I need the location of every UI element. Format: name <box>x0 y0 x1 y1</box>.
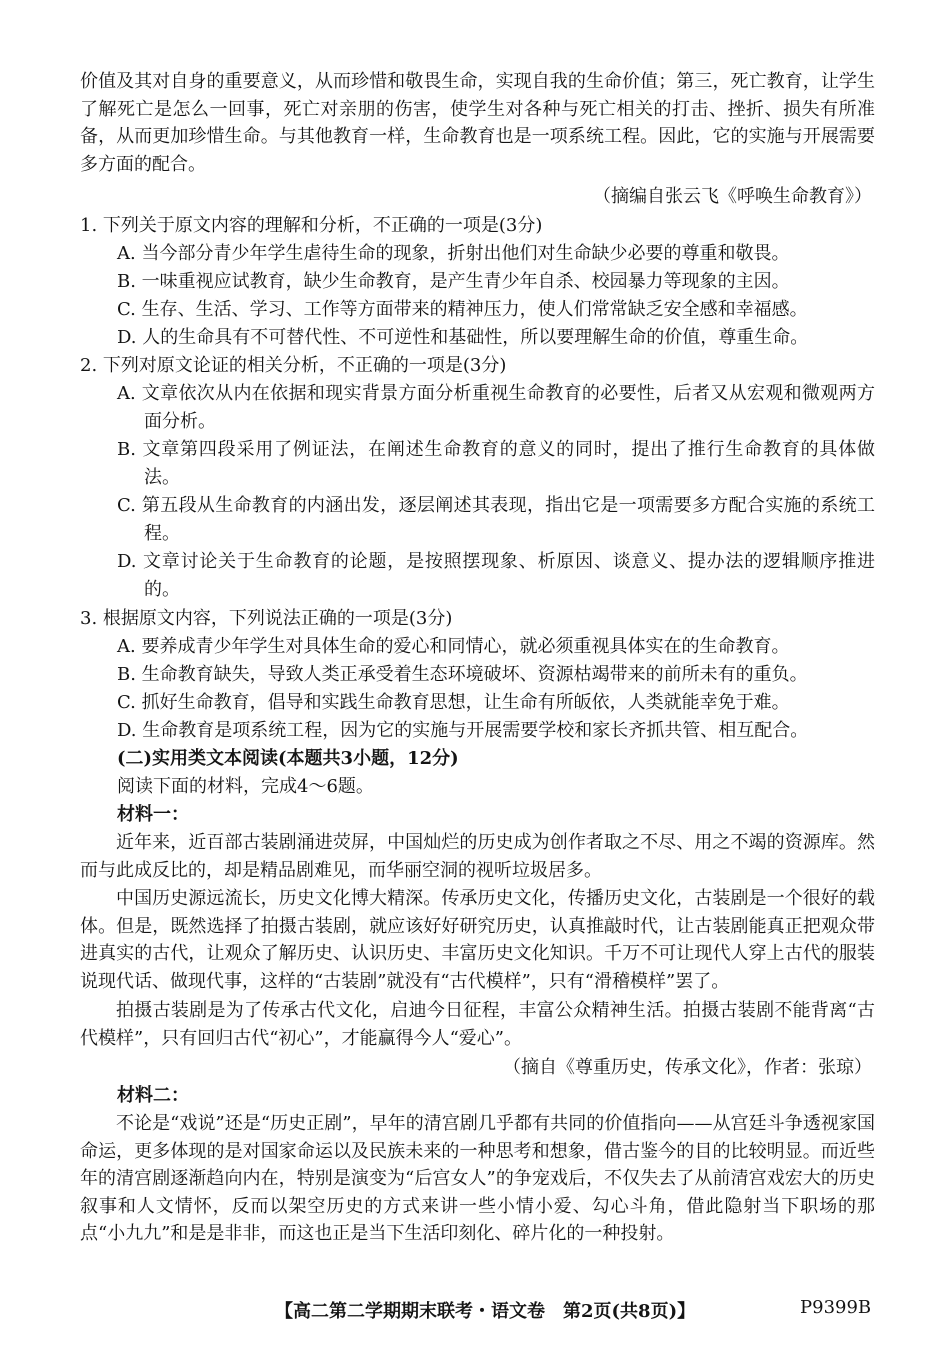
question-2-option-b: B. 文章第四段采用了例证法，在阐述生命教育的意义的同时，提出了推行生命教育的具体做法。 <box>117 439 875 488</box>
material-1-source: （摘自《尊重历史，传承文化》，作者：张琼） <box>503 1057 872 1078</box>
section-2-instruction: 阅读下面的材料，完成4～6题。 <box>117 776 374 797</box>
question-2-option-c: C. 第五段从生命教育的内涵出发，逐层阐述其表现，指出它是一项需要多方配合实施的系统工程。 <box>117 495 875 544</box>
question-3-option-d: D. 生命教育是项系统工程，因为它的实施与开展需要学校和家长齐抓共管、相互配合。 <box>117 720 809 741</box>
question-3-option-a: A. 要养成青少年学生对具体生命的爱心和同情心，就必须重视具体实在的生命教育。 <box>117 636 790 657</box>
material-2-para: 不论是“戏说”还是“历史正剧”，早年的清宫剧几乎都有共同的价值指向——从宫廷斗争透视家国命运，更多体现的是对国家命运以及民族未来的一种思考和想象，借古鉴今的目的比较明显。而近些年的清宫剧逐渐趋向内在，特别是演变为“后宫女人”的争宠戏后，不仅失去了从前清宫戏宏大的历史叙事和人文情怀，反而以架空历史的方式来讲一些小情小爱、勾心斗角，借此隐射当下职场的那点“小九九”和是是非非，而这也正是当下生活印刻化、碎片化的一种投射。 <box>80 1113 875 1244</box>
section-2-heading: (二)实用类文本阅读(本题共3小题，12分) <box>117 748 459 769</box>
question-2-option-a: A. 文章依次从内在依据和现实背景方面分析重视生命教育的必要性，后者又从宏观和微观两方面分析。 <box>117 383 875 432</box>
material-1-para-1: 近年来，近百部古装剧涌进荧屏，中国灿烂的历史成为创作者取之不尽、用之不竭的资源库。然而与此成反比的，却是精品剧难见，而华丽空洞的视听垃圾居多。 <box>80 832 875 881</box>
question-1-option-c: C. 生存、生活、学习、工作等方面带来的精神压力，使人们常常缺乏安全感和幸福感。 <box>117 299 808 320</box>
question-1-option-b: B. 一味重视应试教育，缺少生命教育，是产生青少年自杀、校园暴力等现象的主因。 <box>117 271 790 292</box>
footer-code: P9399B <box>800 1297 872 1318</box>
passage-source: （摘编自张云飞《呼唤生命教育》） <box>593 186 872 207</box>
question-3-option-c: C. 抓好生命教育，倡导和实践生命教育思想，让生命有所皈依，人类就能幸免于难。 <box>117 692 790 713</box>
question-1-option-a: A. 当今部分青少年学生虐待生命的现象，折射出他们对生命缺少必要的尊重和敬畏。 <box>117 243 790 264</box>
question-2-option-d: D. 文章讨论关于生命教育的论题，是按照摆现象、析原因、谈意义、提办法的逻辑顺序推进的。 <box>117 551 875 600</box>
question-3-stem: 3. 根据原文内容，下列说法正确的一项是(3分) <box>80 608 453 629</box>
question-3-option-b: B. 生命教育缺失，导致人类正承受着生态环境破坏、资源枯竭带来的前所未有的重负。 <box>117 664 808 685</box>
question-1-stem: 1. 下列关于原文内容的理解和分析，不正确的一项是(3分) <box>80 215 543 236</box>
material-1-para-2: 中国历史源远流长，历史文化博大精深。传承历史文化，传播历史文化，古装剧是一个很好的载体。但是，既然选择了拍摄古装剧，就应该好好研究历史，认真推敲时代，让古装剧能真正把观众带进真实的古代，让观众了解历史、认识历史、丰富历史文化知识。千万不可让现代人穿上古代的服装说现代话、做现代事，这样的“古装剧”就没有“古代模样”，只有“滑稽模样”罢了。 <box>80 888 875 992</box>
passage-tail: 价值及其对自身的重要意义，从而珍惜和敬畏生命，实现自我的生命价值；第三，死亡教育，让学生了解死亡是怎么一回事，死亡对亲朋的伤害，使学生对各种与死亡相关的打击、挫折、损失有所准备，从而更加珍惜生命。与其他教育一样，生命教育也是一项系统工程。因此，它的实施与开展需要多方面的配合。 <box>80 71 875 175</box>
footer-page-info: 【高二第二学期期末联考・语文卷 第2页(共8页)】 <box>275 1301 696 1322</box>
material-2-label: 材料二： <box>117 1085 189 1106</box>
question-1-option-d: D. 人的生命具有不可替代性、不可逆性和基础性，所以要理解生命的价值，尊重生命。 <box>117 327 809 348</box>
material-1-para-3: 拍摄古装剧是为了传承古代文化，启迪今日征程，丰富公众精神生活。拍摄古装剧不能背离“古代模样”，只有回归古代“初心”，才能赢得今人“爱心”。 <box>80 1000 875 1049</box>
question-2-stem: 2. 下列对原文论证的相关分析，不正确的一项是(3分) <box>80 355 507 376</box>
material-1-label: 材料一： <box>117 804 189 825</box>
